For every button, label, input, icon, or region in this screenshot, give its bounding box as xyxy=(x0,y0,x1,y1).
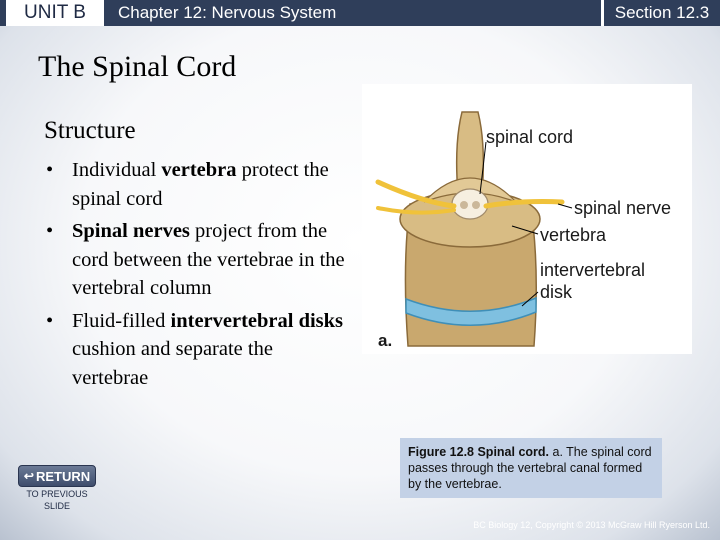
spinal-cord-figure xyxy=(362,84,692,354)
figure-caption xyxy=(400,438,662,498)
label-spinal-nerve: spinal nerve xyxy=(574,198,672,218)
label-vertebra: vertebra xyxy=(540,225,607,245)
bullet-list xyxy=(40,156,345,396)
label-intervertebral: intervertebral xyxy=(540,260,646,280)
caption-title: Figure 12.8 Spinal cord. xyxy=(408,445,550,459)
section-label: Section 12.3 xyxy=(601,0,720,26)
return-caption: TO PREVIOUS SLIDE xyxy=(26,489,88,511)
label-disk: disk xyxy=(540,282,573,302)
bullet-item: • Spinal nerves project from the cord between the vertebrae in the vertebral column xyxy=(40,217,345,303)
label-panel-a: a. xyxy=(378,331,393,350)
caption-text: a. The spinal cord passes through the vertebral canal formed by the vertebrae. xyxy=(408,445,652,491)
slide-subtitle: Structure xyxy=(44,117,136,144)
spinal-cord-shape xyxy=(452,189,488,219)
spinal-cord-gray-matter xyxy=(460,201,468,209)
slide-title: The Spinal Cord xyxy=(38,50,237,83)
footer-copyright: BC Biology 12, Copyright © 2013 McGraw Hill Ryerson Ltd. xyxy=(473,520,710,530)
bullet-item: • Fluid-filled intervertebral disks cushion and separate the vertebrae xyxy=(40,307,345,393)
spinal-cord-gray-matter xyxy=(472,201,480,209)
unit-label: UNIT B xyxy=(6,0,104,26)
return-label: RETURN xyxy=(35,468,91,484)
chapter-label: Chapter 12: Nervous System xyxy=(108,0,346,26)
return-button[interactable] xyxy=(18,465,96,487)
label-spinal-cord: spinal cord xyxy=(486,127,574,147)
bullet-item: • Individual vertebra protect the spinal cord xyxy=(40,156,345,213)
return-arrow-icon: ↩ xyxy=(23,469,34,483)
